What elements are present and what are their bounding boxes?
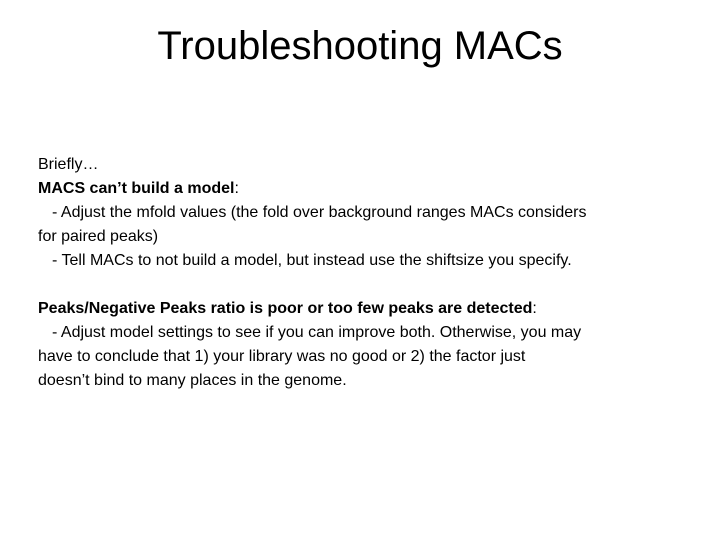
section-heading-colon: : (234, 180, 239, 197)
section-heading (38, 177, 678, 201)
slide-body (38, 153, 678, 393)
bullet-text: - Adjust model settings to see if you can improve both. Otherwise, you may (52, 324, 582, 341)
bullet-continuation: have to conclude that 1) your library was no good or 2) the factor just (38, 348, 526, 365)
bullet-text: - Adjust the mfold values (the fold over background ranges MACs considers (52, 204, 587, 221)
intro-text: Briefly… (38, 156, 99, 173)
section-heading (38, 297, 678, 321)
section-heading-text: Peaks/Negative Peaks ratio is poor or too few peaks are detected (38, 300, 533, 317)
section-heading-text: MACS can’t build a model (38, 180, 235, 197)
section-heading-colon: : (532, 300, 537, 317)
bullet-continuation: doesn’t bind to many places in the genome. (38, 372, 347, 389)
section-spacer (38, 273, 678, 297)
bullet-text: - Tell MACs to not build a model, but instead use the shiftsize you specify. (52, 252, 572, 269)
bullet-continuation: for paired peaks) (38, 228, 159, 245)
slide-title: Troubleshooting MACs (157, 24, 563, 68)
